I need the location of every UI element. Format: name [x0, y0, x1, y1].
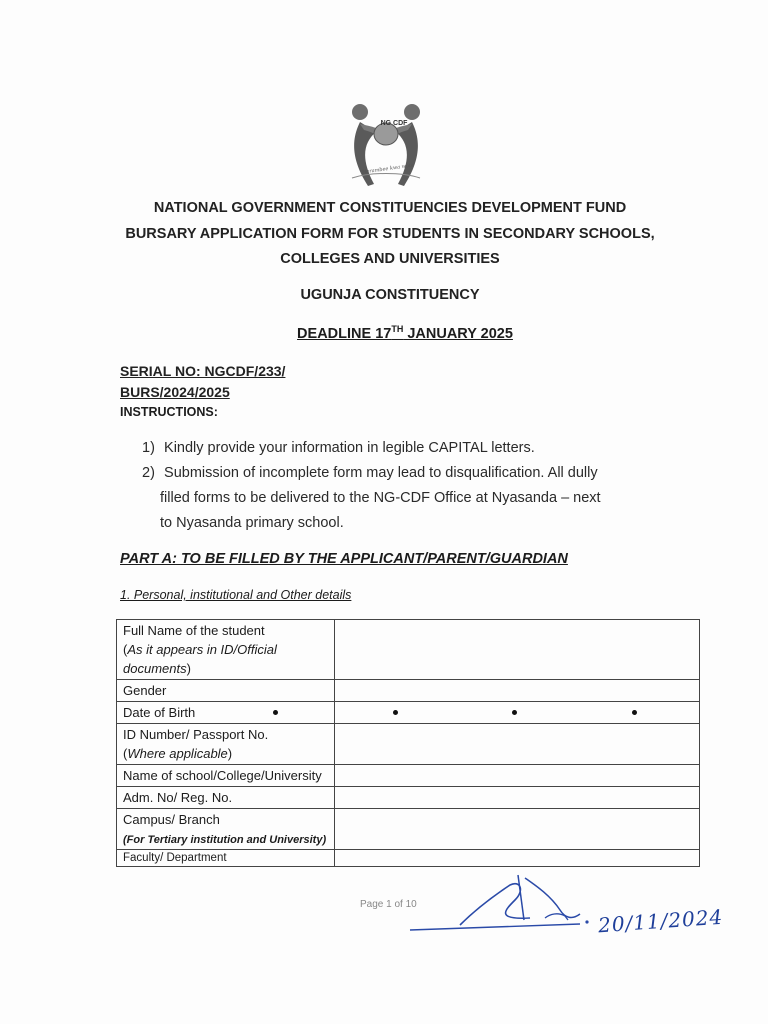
serial-number-line-2: BURS/2024/2025: [120, 384, 230, 400]
instruction-text-line-3: to Nyasanda primary school.: [160, 515, 344, 531]
title-line-1: NATIONAL GOVERNMENT CONSTITUENCIES DEVELOPMENT FUND: [153, 200, 627, 216]
title-line-2: BURSARY APPLICATION FORM FOR STUDENTS IN SECONDARY SCHOOLS,: [125, 226, 655, 242]
label-adm-no: Adm. No/ Reg. No.: [117, 787, 335, 809]
table-row: [117, 620, 700, 680]
label-full-name: Full Name of the student: [123, 623, 265, 638]
row-label: [117, 620, 335, 680]
section-1-title: 1. Personal, institutional and Other details: [120, 588, 352, 602]
faculty-field[interactable]: [335, 850, 700, 867]
note-paren-open: (: [123, 642, 128, 657]
note-paren-close: ): [186, 661, 191, 676]
table-row: [117, 787, 700, 809]
title-line-3: COLLEGES AND UNIVERSITIES: [280, 251, 500, 267]
date-of-birth-field[interactable]: [335, 702, 700, 724]
label-note: As it appears in ID/Official documents: [123, 642, 277, 676]
adm-no-field[interactable]: [335, 787, 700, 809]
serial-number-line-1: SERIAL NO: NGCDF/233/: [120, 363, 286, 379]
instruction-item: [142, 436, 682, 461]
personal-details-table: [116, 619, 700, 867]
note-paren-close: ): [227, 746, 233, 761]
part-a-heading: [120, 551, 568, 567]
instruction-text-line-1: Submission of incomplete form may lead to disqualification. All dully: [164, 465, 598, 481]
instruction-text: Kindly provide your information in legible CAPITAL letters.: [164, 440, 535, 456]
label-faculty: Faculty/ Department: [117, 850, 335, 867]
page-number: Page 1 of 10: [360, 899, 417, 910]
part-a-prefix: PART A:: [120, 551, 181, 567]
school-name-field[interactable]: [335, 765, 700, 787]
label-date-of-birth: Date of Birth: [123, 705, 196, 720]
logo-text: NG CDF: [380, 120, 408, 127]
row-label: [117, 809, 335, 850]
instruction-item: [142, 461, 682, 536]
part-a-title: TO BE FILLED BY THE APPLICANT/PARENT/GUARDIAN: [180, 551, 568, 567]
instructions-title: INSTRUCTIONS:: [120, 405, 218, 419]
mark-dot: [632, 710, 637, 715]
signature-date: 20/11/2024: [597, 904, 724, 938]
note-paren-open: (: [123, 746, 128, 761]
mark-dot: [273, 710, 278, 715]
table-row: [117, 702, 700, 724]
label-campus: Campus/ Branch: [123, 812, 220, 827]
campus-field[interactable]: [335, 809, 700, 850]
deadline-heading: [100, 324, 710, 342]
mark-dot: [512, 710, 517, 715]
table-row: [117, 724, 700, 765]
row-label: [117, 702, 335, 724]
label-note: Where applicable: [127, 746, 228, 761]
full-name-field[interactable]: [335, 620, 700, 680]
gender-field[interactable]: [335, 680, 700, 702]
label-note: (For Tertiary institution and University): [123, 834, 327, 846]
logo-motto: Harambee kwa wote: [361, 162, 415, 176]
instruction-text-line-2: filled forms to be delivered to the NG-CDF Office at Nyasanda – next: [160, 490, 601, 506]
deadline-sup: TH: [391, 324, 404, 334]
table-row: [117, 765, 700, 787]
label-school-name: Name of school/College/University: [117, 765, 335, 787]
instruction-number: 1): [142, 440, 155, 456]
ngcdf-logo: [330, 98, 442, 190]
id-number-field[interactable]: [335, 724, 700, 765]
constituency-heading: UGUNJA CONSTITUENCY: [300, 287, 480, 303]
mark-dot: [393, 710, 398, 715]
deadline-suffix: JANUARY 2025: [403, 325, 513, 342]
table-row: [117, 850, 700, 867]
row-label: [117, 724, 335, 765]
label-id-number: ID Number/ Passport No.: [123, 727, 269, 742]
table-row: [117, 809, 700, 850]
table-row: [117, 680, 700, 702]
deadline-prefix: DEADLINE 17: [297, 325, 392, 342]
label-gender: Gender: [117, 680, 335, 702]
instruction-number: 2): [142, 465, 155, 481]
